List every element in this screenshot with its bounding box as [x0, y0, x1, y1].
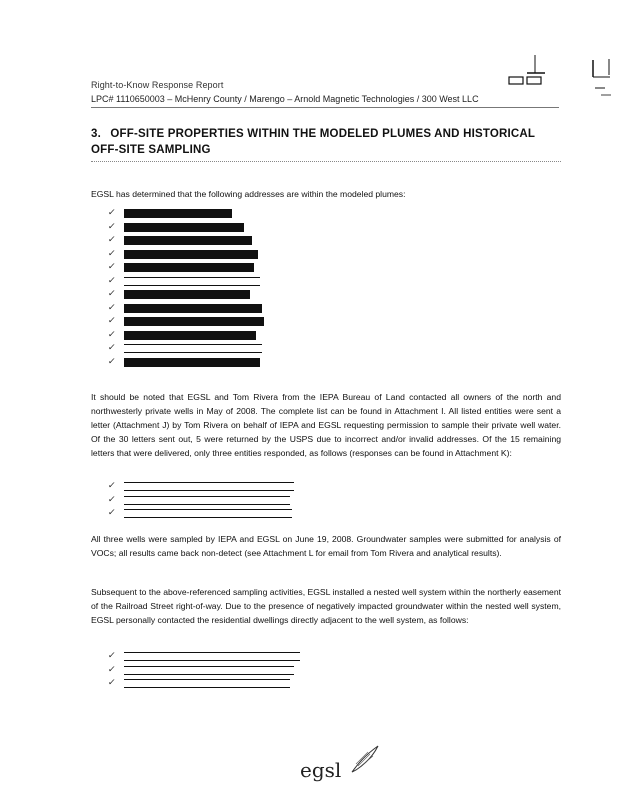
checkmark-icon: ✓	[107, 328, 117, 339]
checkmark-icon: ✓	[107, 207, 117, 217]
redaction-bar	[124, 304, 262, 313]
redaction-bar	[124, 277, 260, 286]
section-title: OFF-SITE PROPERTIES WITHIN THE MODELED PLUMES AND HISTORICAL OFF-SITE SAMPLING	[91, 128, 535, 156]
intro-paragraph: EGSL has determined that the following addresses are within the modeled plumes:	[91, 189, 406, 199]
checkmark-icon: ✓	[107, 220, 117, 231]
redaction-bar	[124, 482, 294, 491]
redaction-bar	[124, 250, 258, 259]
redaction-bar	[124, 263, 254, 272]
nested-well-paragraph: Subsequent to the above-referenced sampling activities, EGSL installed a nested well system within the northerly easement of the Railroad Street right-of-way. Due to the presence of negatively impacted groundwater within the nested well system, EGSL personally contacted the residential dwellings directly adjacent to the well system, as follows:	[91, 587, 561, 625]
checkmark-icon: ✓	[107, 261, 117, 271]
checkmark-icon: ✓	[107, 480, 117, 490]
checkmark-icon: ✓	[107, 274, 117, 285]
checkmark-icon: ✓	[107, 507, 117, 517]
checkmark-icon: ✓	[107, 234, 117, 244]
header-scan-marks-icon	[505, 55, 625, 105]
sampled-paragraph: All three wells were sampled by IEPA and EGSL on June 19, 2008. Groundwater samples were submitted for analysis of VOCs; all results came back non-detect (see Attachment L for email from Tom Rivera and analytical results).	[91, 534, 561, 558]
checkmark-icon: ✓	[107, 663, 117, 674]
redaction-bar	[124, 509, 292, 518]
site-identifier: LPC# 1110650003 – McHenry County / Marengo – Arnold Magnetic Technologies / 300 West LLC	[91, 94, 479, 104]
redaction-bar	[124, 223, 244, 232]
checkmark-icon: ✓	[107, 342, 117, 352]
checkmark-icon: ✓	[107, 493, 117, 504]
checkmark-icon: ✓	[107, 677, 117, 687]
redaction-bar	[124, 666, 294, 675]
section-divider	[91, 161, 561, 162]
checkmark-icon: ✓	[107, 301, 117, 312]
checkmark-icon: ✓	[107, 247, 117, 258]
redaction-bar	[124, 317, 264, 326]
redaction-bar	[124, 290, 250, 299]
checkmark-icon: ✓	[107, 315, 117, 325]
feather-icon	[348, 742, 382, 776]
header-divider	[91, 107, 559, 108]
report-title: Right-to-Know Response Report	[91, 80, 224, 90]
letters-paragraph: It should be noted that EGSL and Tom Rivera from the IEPA Bureau of Land contacted all owners of the north and northwesterly private wells in May of 2008. The complete list can be found in Attachment I. All listed entities were sent a letter (Attachment J) by Tom Rivera on behalf of IEPA and EGSL requesting permission to sample their private well water. Of the 30 letters sent out, 5 were returned by the USPS due to incorrect and/or invalid addresses. Of the 15 remaining letters that were delivered, only three entities responded, as follows (responses can be found in Attachment K):	[91, 392, 561, 458]
checkmark-icon: ✓	[107, 355, 117, 366]
checkmark-icon: ✓	[107, 288, 117, 298]
redaction-bar	[124, 679, 290, 688]
section-number: 3.	[91, 128, 101, 140]
redaction-bar	[124, 358, 260, 367]
redaction-bar	[124, 344, 262, 353]
redaction-bar	[124, 331, 256, 340]
redaction-bar	[124, 209, 232, 218]
redaction-bar	[124, 496, 290, 505]
section-heading	[91, 126, 561, 158]
egsl-logo: egsl	[300, 758, 342, 782]
redaction-bar	[124, 652, 300, 661]
checkmark-icon: ✓	[107, 650, 117, 660]
redaction-bar	[124, 236, 252, 245]
